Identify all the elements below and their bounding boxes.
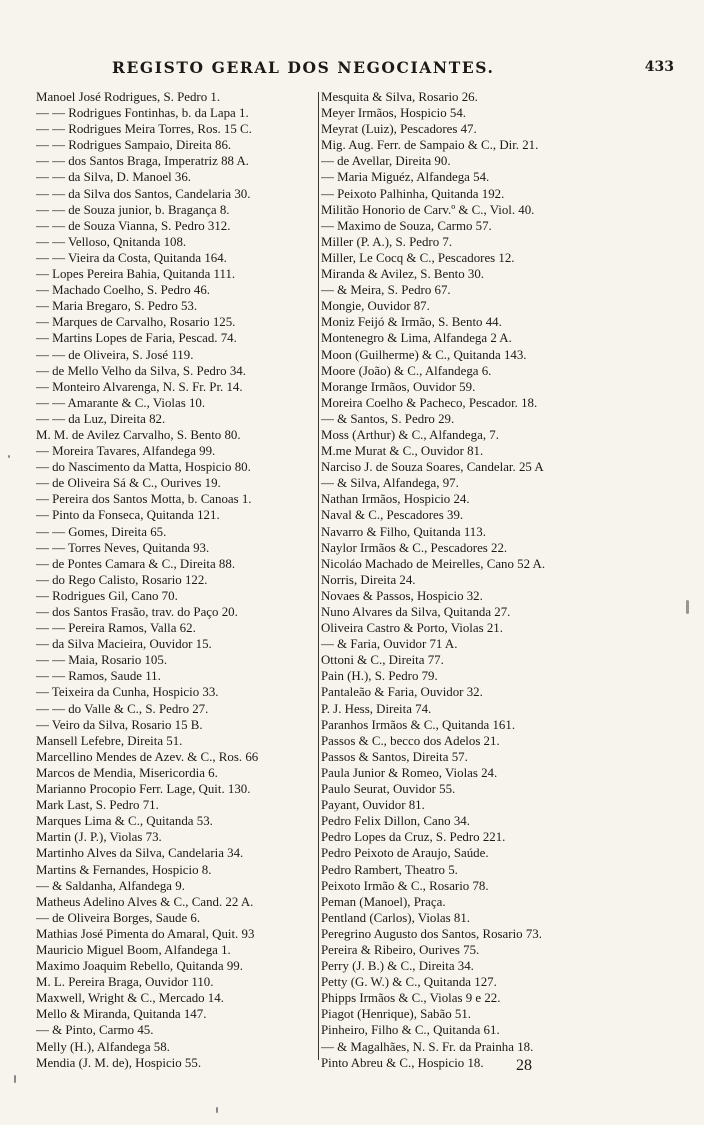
- directory-entry: — & Saldanha, Alfandega 9.: [36, 878, 185, 893]
- directory-entry: Morange Irmãos, Ouvidor 59.: [321, 379, 476, 394]
- directory-entry: Moore (João) & C., Alfandega 6.: [321, 363, 492, 378]
- directory-entry: Moreira Coelho & Pacheco, Pescador. 18.: [321, 395, 538, 410]
- directory-entry: — — de Souza junior, b. Bragança 8.: [36, 202, 230, 217]
- directory-entry: — de Oliveira Sá & C., Ourives 19.: [36, 476, 221, 491]
- page-title: REGISTO GERAL DOS NEGOCIANTES.: [112, 58, 495, 77]
- directory-entry: Pedro Peixoto de Araujo, Saúde.: [321, 846, 489, 861]
- directory-entry: — — do Valle & C., S. Pedro 27.: [36, 701, 209, 716]
- directory-entry: — Lopes Pereira Bahia, Quitanda 111.: [36, 267, 236, 282]
- directory-entry: Paranhos Irmãos & C., Quitanda 161.: [321, 717, 516, 732]
- page-number: 433: [644, 59, 674, 75]
- directory-entry: Norris, Direita 24.: [321, 572, 416, 587]
- directory-entry: — — Rodrigues Meira Torres, Ros. 15 C.: [36, 122, 252, 137]
- directory-entry: — do Rego Calisto, Rosario 122.: [36, 572, 208, 587]
- directory-entry: Meyrat (Luiz), Pescadores 47.: [321, 122, 477, 137]
- directory-entry: — & Magalhães, N. S. Fr. da Prainha 18.: [321, 1039, 534, 1054]
- directory-entry: Pinheiro, Filho & C., Quitanda 61.: [321, 1023, 500, 1038]
- directory-entry: — — Ramos, Saude 11.: [36, 669, 161, 684]
- directory-entry: — Pereira dos Santos Motta, b. Canoas 1.: [36, 492, 252, 507]
- directory-entry: Miranda & Avilez, S. Bento 30.: [321, 267, 485, 282]
- directory-entry: Moon (Guilherme) & C., Quitanda 143.: [321, 347, 527, 362]
- directory-entry: Passos & Santos, Direita 57.: [321, 749, 468, 764]
- directory-entry: — — da Silva dos Santos, Candelaria 30.: [36, 186, 251, 201]
- scan-speck: [8, 455, 10, 458]
- directory-entry: Pantaleão & Faria, Ouvidor 32.: [321, 685, 483, 700]
- directory-entry: Marcos de Mendia, Misericordia 6.: [36, 765, 218, 780]
- page-header: [36, 58, 676, 84]
- directory-entry: Manoel José Rodrigues, S. Pedro 1.: [36, 90, 221, 104]
- directory-entry: — — dos Santos Braga, Imperatriz 88 A.: [36, 154, 250, 169]
- directory-entry: P. J. Hess, Direita 74.: [321, 701, 432, 716]
- directory-entry: — — de Oliveira, S. José 119.: [36, 347, 194, 362]
- left-column: [36, 89, 316, 1071]
- directory-entry: — de Pontes Camara & C., Direita 88.: [36, 556, 236, 571]
- directory-entry: Nicoláo Machado de Meirelles, Cano 52 A.: [321, 556, 546, 571]
- directory-entry: M. L. Pereira Braga, Ouvidor 110.: [36, 975, 214, 990]
- directory-entry: — Maria Miguéz, Alfandega 54.: [321, 170, 490, 185]
- directory-entry: — Peixoto Palhinha, Quitanda 192.: [321, 186, 505, 201]
- directory-entry: Pedro Rambert, Theatro 5.: [321, 862, 458, 877]
- directory-entry: Piagot (Henrique), Sabão 51.: [321, 1007, 471, 1022]
- directory-entry: Maxwell, Wright & C., Mercado 14.: [36, 991, 224, 1006]
- directory-entry: Melly (H.), Alfandega 58.: [36, 1039, 170, 1054]
- signature-mark: 28: [516, 1057, 532, 1074]
- directory-entry: Paula Junior & Romeo, Violas 24.: [321, 765, 498, 780]
- directory-entry: Mesquita & Silva, Rosario 26.: [321, 90, 478, 104]
- directory-entry: Nathan Irmãos, Hospicio 24.: [321, 492, 470, 507]
- directory-entry: Peregrino Augusto dos Santos, Rosario 73.: [321, 926, 542, 941]
- directory-entry: Phipps Irmãos & C., Violas 9 e 22.: [321, 991, 501, 1006]
- directory-entry: Maximo Joaquim Rebello, Quitanda 99.: [36, 959, 243, 974]
- directory-entry: — Veiro da Silva, Rosario 15 B.: [36, 717, 203, 732]
- directory-entry: Pereira & Ribeiro, Ourives 75.: [321, 942, 480, 957]
- directory-entry: Navarro & Filho, Quitanda 113.: [321, 524, 486, 539]
- directory-entry: Mig. Aug. Ferr. de Sampaio & C., Dir. 21.: [321, 138, 539, 153]
- directory-entry: Naylor Irmãos & C., Pescadores 22.: [321, 540, 508, 555]
- directory-entry: Pentland (Carlos), Violas 81.: [321, 910, 471, 925]
- directory-entry: Peman (Manoel), Praça.: [321, 894, 446, 909]
- directory-entry: Pedro Felix Dillon, Cano 34.: [321, 814, 470, 829]
- directory-entry: — — Maia, Rosario 105.: [36, 653, 168, 668]
- directory-entry: Naval & C., Pescadores 39.: [321, 508, 464, 523]
- directory-entry: Mansell Lefebre, Direita 51.: [36, 733, 183, 748]
- directory-entry: Mark Last, S. Pedro 71.: [36, 798, 159, 813]
- directory-entry: — — de Souza Vianna, S. Pedro 312.: [36, 218, 231, 233]
- directory-entry: — — Pereira Ramos, Valla 62.: [36, 621, 196, 636]
- directory-entry: — do Nascimento da Matta, Hospicio 80.: [36, 460, 251, 475]
- directory-entry: Martinho Alves da Silva, Candelaria 34.: [36, 846, 244, 861]
- directory-entry: — Pinto da Fonseca, Quitanda 121.: [36, 508, 220, 523]
- directory-entry: — de Mello Velho da Silva, S. Pedro 34.: [36, 363, 246, 378]
- directory-entry: — — Torres Neves, Quitanda 93.: [36, 540, 210, 555]
- directory-entry: M. M. de Avilez Carvalho, S. Bento 80.: [36, 427, 241, 442]
- directory-entry: Martins & Fernandes, Hospicio 8.: [36, 862, 212, 877]
- directory-entry: Montenegro & Lima, Alfandega 2 A.: [321, 331, 512, 346]
- directory-entry: — — Rodrigues Sampaio, Direita 86.: [36, 138, 232, 153]
- directory-entry: Ottoni & C., Direita 77.: [321, 653, 444, 668]
- directory-entry: — & Faria, Ouvidor 71 A.: [321, 637, 458, 652]
- directory-entry: Moniz Feijó & Irmão, S. Bento 44.: [321, 315, 502, 330]
- directory-entry: — — Gomes, Direita 65.: [36, 524, 167, 539]
- directory-entry: Passos & C., becco dos Adelos 21.: [321, 733, 500, 748]
- directory-entry: — Maria Bregaro, S. Pedro 53.: [36, 299, 198, 314]
- directory-entry: Martin (J. P.), Violas 73.: [36, 830, 162, 845]
- directory-entry: Pedro Lopes da Cruz, S. Pedro 221.: [321, 830, 506, 845]
- directory-entry: — — Velloso, Qnitanda 108.: [36, 234, 187, 249]
- directory-entry: — Teixeira da Cunha, Hospicio 33.: [36, 685, 219, 700]
- directory-entry: Marcellino Mendes de Azev. & C., Ros. 66: [36, 749, 259, 764]
- directory-entry: — dos Santos Frasão, trav. do Paço 20.: [36, 605, 238, 619]
- directory-entry: Perry (J. B.) & C., Direita 34.: [321, 959, 474, 974]
- directory-entry: Paulo Seurat, Ouvidor 55.: [321, 782, 456, 797]
- directory-entry: — — da Silva, D. Manoel 36.: [36, 170, 192, 185]
- directory-entry: Peixoto Irmão & C., Rosario 78.: [321, 878, 489, 893]
- directory-entry: Pain (H.), S. Pedro 79.: [321, 669, 438, 684]
- directory-entry: — — Rodrigues Fontinhas, b. da Lapa 1.: [36, 106, 249, 121]
- directory-entry: — — Amarante & C., Violas 10.: [36, 395, 206, 410]
- right-column: [321, 89, 673, 1071]
- directory-entry: — Marques de Carvalho, Rosario 125.: [36, 315, 236, 330]
- directory-entry: — Machado Coelho, S. Pedro 46.: [36, 283, 211, 298]
- directory-entry: — & Santos, S. Pedro 29.: [321, 411, 455, 426]
- directory-entry: Mello & Miranda, Quitanda 147.: [36, 1007, 207, 1022]
- directory-entry: Petty (G. W.) & C., Quitanda 127.: [321, 975, 497, 990]
- directory-entry: — Martins Lopes de Faria, Pescad. 74.: [36, 331, 237, 346]
- directory-entry: — da Silva Macieira, Ouvidor 15.: [36, 637, 212, 652]
- directory-entry: Matheus Adelino Alves & C., Cand. 22 A.: [36, 894, 254, 909]
- directory-entry: — Moreira Tavares, Alfandega 99.: [36, 444, 216, 459]
- directory-entry: Marianno Procopio Ferr. Lage, Quit. 130.: [36, 782, 251, 797]
- directory-entry: Moss (Arthur) & C., Alfandega, 7.: [321, 427, 499, 442]
- scan-speck: [686, 600, 689, 614]
- directory-entry: — & Pinto, Carmo 45.: [36, 1023, 154, 1038]
- directory-entry: Oliveira Castro & Porto, Violas 21.: [321, 621, 503, 636]
- directory-entry: — — Vieira da Costa, Quitanda 164.: [36, 250, 227, 265]
- directory-entry: Narciso J. de Souza Soares, Candelar. 25 A: [321, 460, 544, 475]
- directory-entry: Mauricio Miguel Boom, Alfandega 1.: [36, 942, 231, 957]
- directory-entry: — Rodrigues Gil, Cano 70.: [36, 588, 178, 603]
- directory-entry: Meyer Irmãos, Hospicio 54.: [321, 106, 466, 121]
- directory-entry: Mongie, Ouvidor 87.: [321, 299, 430, 314]
- directory-entry: — Maximo de Souza, Carmo 57.: [321, 218, 492, 233]
- directory-entry: Militão Honorio de Carv.º & C., Viol. 40.: [321, 202, 535, 217]
- directory-entry: Marques Lima & C., Quitanda 53.: [36, 814, 213, 829]
- column-divider: [318, 92, 319, 1060]
- scan-speck: [216, 1107, 218, 1113]
- directory-entry: — — da Luz, Direita 82.: [36, 411, 166, 426]
- directory-entry: M.me Murat & C., Ouvidor 81.: [321, 444, 484, 459]
- directory-entry: — & Meira, S. Pedro 67.: [321, 283, 451, 298]
- directory-entry: Miller, Le Cocq & C., Pescadores 12.: [321, 250, 515, 265]
- directory-entry: Novaes & Passos, Hospicio 32.: [321, 588, 483, 603]
- directory-entry: Mendia (J. M. de), Hospicio 55.: [36, 1055, 202, 1070]
- directory-entry: — de Avellar, Direita 90.: [321, 154, 451, 169]
- directory-entry: — Monteiro Alvarenga, N. S. Fr. Pr. 14.: [36, 379, 243, 394]
- directory-entry: Miller (P. A.), S. Pedro 7.: [321, 234, 453, 249]
- directory-entry: Nuno Alvares da Silva, Quitanda 27.: [321, 605, 511, 619]
- directory-entry: Pinto Abreu & C., Hospicio 18.: [321, 1055, 484, 1070]
- directory-entry: Payant, Ouvidor 81.: [321, 798, 425, 813]
- directory-entry: — de Oliveira Borges, Saude 6.: [36, 910, 201, 925]
- directory-entry: Mathias José Pimenta do Amaral, Quit. 93: [36, 926, 255, 941]
- directory-entry: — & Silva, Alfandega, 97.: [321, 476, 459, 491]
- scan-speck: [14, 1075, 16, 1083]
